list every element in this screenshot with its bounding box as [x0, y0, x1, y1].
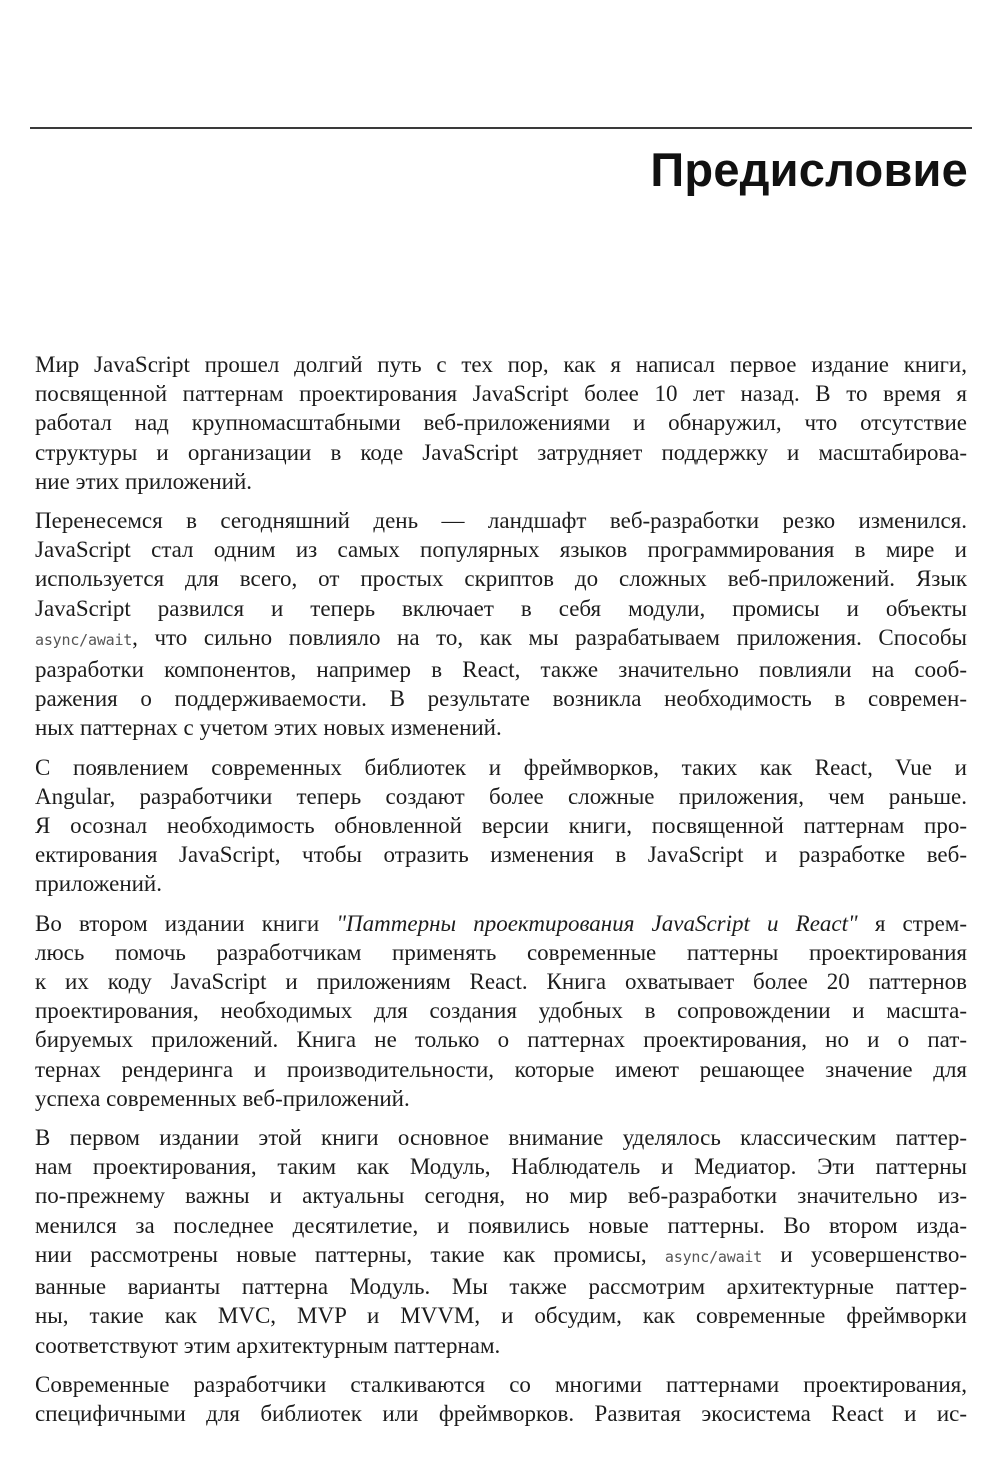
paragraph-line-text: Во втором издании книги: [35, 910, 337, 936]
paragraph-line: Angular, разработчики теперь создают более сложные приложения, чем раньше.: [35, 783, 967, 809]
paragraph-line: специфичными для библиотек или фреймворков. Развитая экосистема React и ис-: [35, 1400, 967, 1426]
paragraph-6: [35, 1370, 967, 1428]
chapter-title: Предисловие: [650, 143, 968, 196]
paragraph-5: [35, 1123, 967, 1360]
paragraph-line-text: и усовершенство-: [762, 1241, 967, 1267]
chapter-header-rule: [30, 127, 972, 129]
paragraph-line: Я осознал необходимость обновленной версии книги, посвященной паттернам про-: [35, 813, 967, 839]
paragraph-line: Перенесемся в сегодняшний день — ландшафт веб-разработки резко изменился.: [35, 508, 967, 534]
paragraph-line: JavaScript стал одним из самых популярных языков программирования в мире и: [35, 537, 967, 563]
paragraph-line: используется для всего, от простых скриптов до сложных веб-приложений. Язык: [35, 566, 967, 592]
paragraph-line-text: я стрем-: [857, 910, 967, 936]
paragraph-line: В первом издании этой книги основное внимание уделялось классическим паттер-: [35, 1125, 967, 1151]
inline-code: async/await: [35, 630, 133, 649]
paragraph-line: ны, такие как MVC, MVP и MVVM, и обсудим, как современные фреймворки: [35, 1303, 967, 1329]
paragraph-line: ние этих приложений.: [35, 468, 253, 494]
paragraph-line: приложений.: [35, 871, 162, 897]
book-title-italic: "Паттерны проектирования JavaScript и React": [336, 910, 858, 936]
inline-code: async/await: [664, 1247, 763, 1266]
paragraph-1: [35, 350, 967, 496]
paragraph-line: посвященной паттернам проектирования JavaScript более 10 лет назад. В то время я: [35, 381, 967, 407]
paragraph-2: [35, 506, 967, 743]
paragraph-line-text: нии рассмотрены новые паттерны, такие как промисы,: [35, 1241, 665, 1267]
paragraph-line: [35, 909, 967, 938]
paragraph-line: Современные разработчики сталкиваются со многими паттернами проектирования,: [35, 1371, 967, 1397]
paragraph-line: разработки компонентов, например в React, также значительно повлияли на сооб-: [35, 657, 967, 683]
paragraph-line: к их коду JavaScript и приложениям React. Книга охватывает более 20 паттернов: [35, 969, 967, 995]
paragraph-line: ражения о поддерживаемости. В результате возникла необходимость в современ-: [35, 686, 967, 712]
paragraph-line: люсь помочь разработчикам применять современные паттерны проектирования: [35, 939, 967, 965]
paragraph-line: бируемых приложений. Книга не только о паттернах проектирования, но и о пат-: [35, 1027, 967, 1053]
paragraph-line: структуры и организации в коде JavaScript затрудняет поддержку и масштабирова-: [35, 439, 967, 465]
paragraph-line-text: , что сильно повлияло на то, как мы разрабатываем приложения. Способы: [132, 624, 967, 650]
paragraph-line: тернах рендеринга и производительности, которые имеют решающее значение для: [35, 1056, 967, 1082]
paragraph-line: менился за последнее десятилетие, и появились новые паттерны. Во втором изда-: [35, 1212, 967, 1238]
paragraph-line: ванные варианты паттерна Модуль. Мы также рассмотрим архитектурные паттер-: [35, 1274, 967, 1300]
paragraph-line: Мир JavaScript прошел долгий путь с тех пор, как я написал первое издание книги,: [35, 352, 967, 377]
paragraph-line: [35, 623, 967, 655]
paragraph-line: JavaScript развился и теперь включает в себя модули, промисы и объекты: [35, 595, 967, 621]
paragraph-line: ных паттернах с учетом этих новых изменений.: [35, 715, 502, 741]
paragraph-4: [35, 909, 967, 1113]
body-text: [35, 350, 967, 1438]
paragraph-line: нам проектирования, таким как Модуль, Наблюдатель и Медиатор. Эти паттерны: [35, 1154, 967, 1180]
paragraph-line: работал над крупномасштабными веб-приложениями и обнаружил, что отсутствие: [35, 410, 967, 436]
paragraph-line: соответствуют этим архитектурным паттернам.: [35, 1332, 501, 1358]
paragraph-3: [35, 753, 967, 899]
paragraph-line: успеха современных веб-приложений.: [35, 1085, 410, 1111]
paragraph-line: [35, 1240, 967, 1272]
paragraph-line: С появлением современных библиотек и фреймворков, таких как React, Vue и: [35, 754, 967, 780]
paragraph-line: ектирования JavaScript, чтобы отразить изменения в JavaScript и разработке веб-: [35, 842, 967, 868]
paragraph-line: проектирования, необходимых для создания удобных в сопровождении и масшта-: [35, 998, 967, 1024]
paragraph-line: по-прежнему важны и актуальны сегодня, но мир веб-разработки значительно из-: [35, 1183, 967, 1209]
